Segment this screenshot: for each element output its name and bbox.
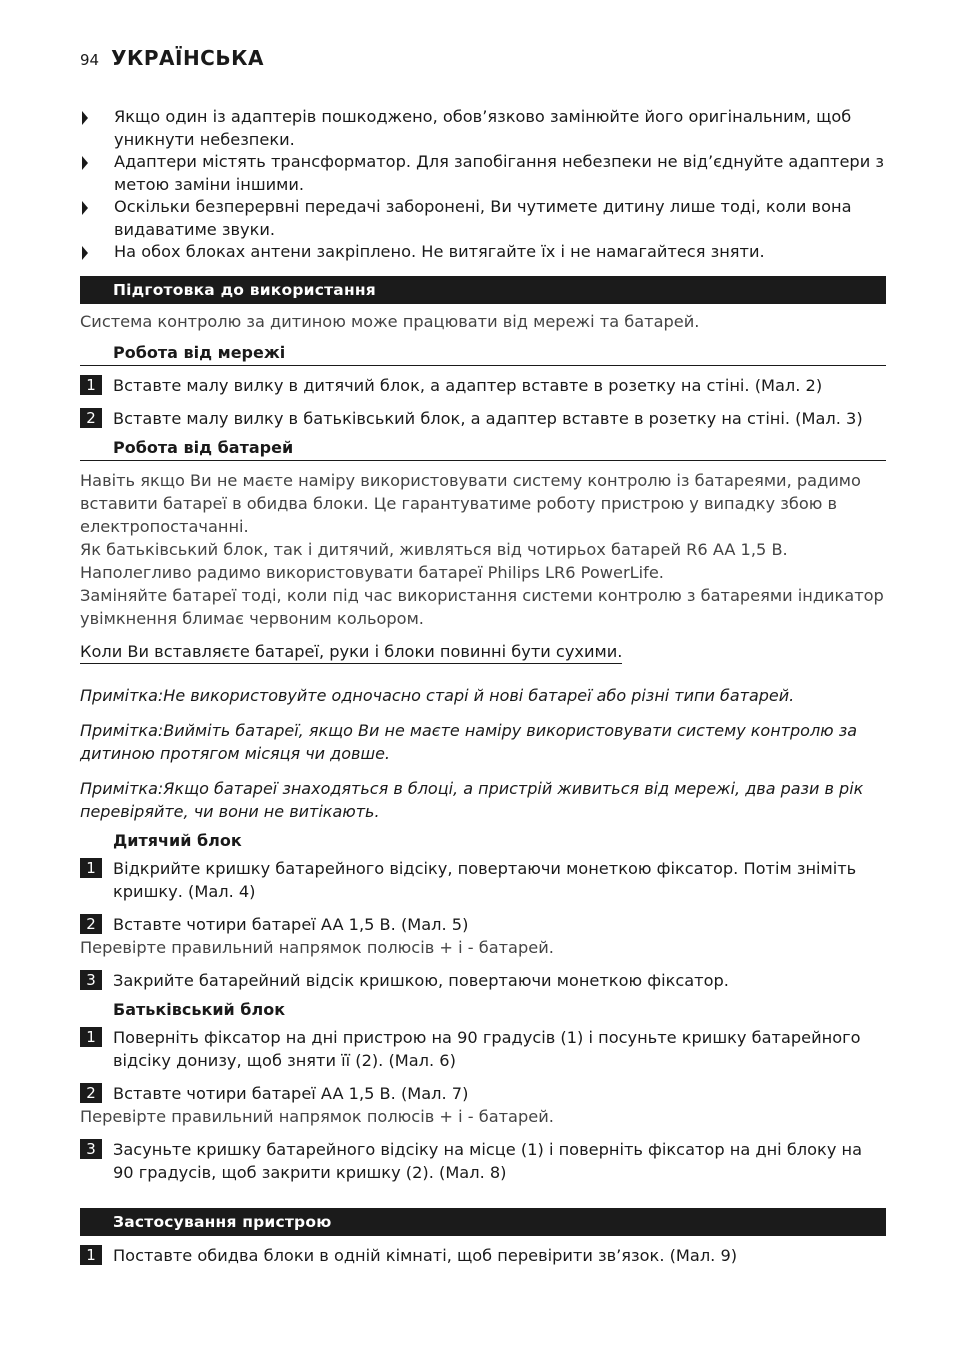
bullet-item: Якщо один із адаптерів пошкоджено, обов’язково замінюйте його оригінальним, щоб уникнути небезпеки.: [80, 106, 886, 151]
bullet-item: Адаптери містять трансформатор. Для запобігання небезпеки не від’єднуйте адаптери з метою заміни іншими.: [80, 151, 886, 196]
polarity-note-parent: Перевірте правильний напрямок полюсів + і - батарей.: [80, 1106, 554, 1126]
bullet-arrow-icon: [80, 196, 114, 218]
subheading-parent-unit: Батьківський блок: [113, 999, 286, 1019]
section-heading-preparation: Підготовка до використання: [80, 276, 886, 304]
page-header: [80, 46, 264, 76]
step-number-badge: 3: [80, 970, 102, 990]
language-title: УКРАЇНСЬКА: [111, 46, 264, 70]
step-parent-3: 3 Засуньте кришку батарейного відсіку на місце (1) і поверніть фіксатор на дні блоку на 90 градусів, щоб закрити кришку (2). (Мал. 8): [80, 1138, 886, 1184]
subheading-baby-unit: Дитячий блок: [113, 830, 242, 850]
warning-bullets: [80, 106, 886, 264]
step-number-badge: 2: [80, 914, 102, 934]
step-number-badge: 1: [80, 858, 102, 878]
bullet-arrow-icon: [80, 151, 114, 173]
step-baby-3: 3 Закрийте батарейний відсік кришкою, повертаючи монеткою фіксатор.: [80, 969, 886, 992]
step-number-badge: 1: [80, 1027, 102, 1047]
step-parent-2: 2 Вставте чотири батареї AA 1,5 В. (Мал. 7): [80, 1082, 886, 1105]
step-number-badge: 2: [80, 408, 102, 428]
note-1: Примітка:Не використовуйте одночасно старі й нові батареї або різні типи батарей.: [80, 685, 795, 705]
dry-hands-warning: Коли Ви вставляєте батареї, руки і блоки повинні бути сухими.: [80, 640, 622, 664]
bullet-item: На обох блоках антени закріплено. Не витягайте їх і не намагайтеся зняти.: [80, 241, 886, 264]
subheading-mains: Робота від мережі: [80, 341, 886, 366]
bullet-arrow-icon: [80, 106, 114, 128]
battery-paragraph-3: Заміняйте батареї тоді, коли під час використання системи контролю з батареями індикатор увімкнення блимає червоним кольором.: [80, 585, 884, 628]
step-number-badge: 1: [80, 1245, 102, 1265]
step-mains-1: 1 Вставте малу вилку в дитячий блок, а адаптер вставте в розетку на стіні. (Мал. 2): [80, 374, 886, 397]
page-content: [80, 106, 886, 1267]
step-parent-1: 1 Поверніть фіксатор на дні пристрою на 90 градусів (1) і посуньте кришку батарейного відсіку донизу, щоб зняти її (2). (Мал. 6): [80, 1026, 886, 1072]
subheading-battery: Робота від батарей: [80, 436, 886, 461]
note-3: Примітка:Якщо батареї знаходяться в блоці, а пристрій живиться від мережі, два рази в рік перевіряйте, чи вони не витікають.: [80, 778, 864, 821]
note-2: Примітка:Вийміть батареї, якщо Ви не маєте наміру використовувати систему контролю за дитиною протягом місяця чи довше.: [80, 720, 858, 763]
page-number: 94: [80, 51, 100, 69]
section-heading-usage: Застосування пристрою: [80, 1208, 886, 1236]
bullet-item: Оскільки безперервні передачі заборонені, Ви чутимете дитину лише тоді, коли вона видаватиме звуки.: [80, 196, 886, 241]
battery-paragraph-1: Навіть якщо Ви не маєте наміру використовувати систему контролю із батареями, радимо вставити батареї в обидва блоки. Це гарантуватиме роботу пристрою у випадку збою в електропостачанні.: [80, 470, 861, 536]
step-baby-2: 2 Вставте чотири батареї AA 1,5 В. (Мал. 5): [80, 913, 886, 936]
step-mains-2: 2 Вставте малу вилку в батьківський блок, а адаптер вставте в розетку на стіні. (Мал. 3): [80, 407, 886, 430]
polarity-note-baby: Перевірте правильний напрямок полюсів + і - батарей.: [80, 937, 554, 957]
bullet-arrow-icon: [80, 241, 114, 263]
step-number-badge: 3: [80, 1139, 102, 1159]
step-baby-1: 1 Відкрийте кришку батарейного відсіку, повертаючи монеткою фіксатор. Потім зніміть кришку. (Мал. 4): [80, 857, 886, 903]
step-usage-1: 1 Поставте обидва блоки в одній кімнаті, щоб перевірити зв’язок. (Мал. 9): [80, 1244, 886, 1267]
step-number-badge: 2: [80, 1083, 102, 1103]
battery-paragraph-2: Як батьківський блок, так і дитячий, живляться від чотирьох батарей R6 AA 1,5 В. Наполегливо радимо використовувати батареї Philips LR6 PowerLife.: [80, 539, 788, 582]
step-number-badge: 1: [80, 375, 102, 395]
preparation-intro: Система контролю за дитиною може працювати від мережі та батарей.: [80, 311, 700, 331]
